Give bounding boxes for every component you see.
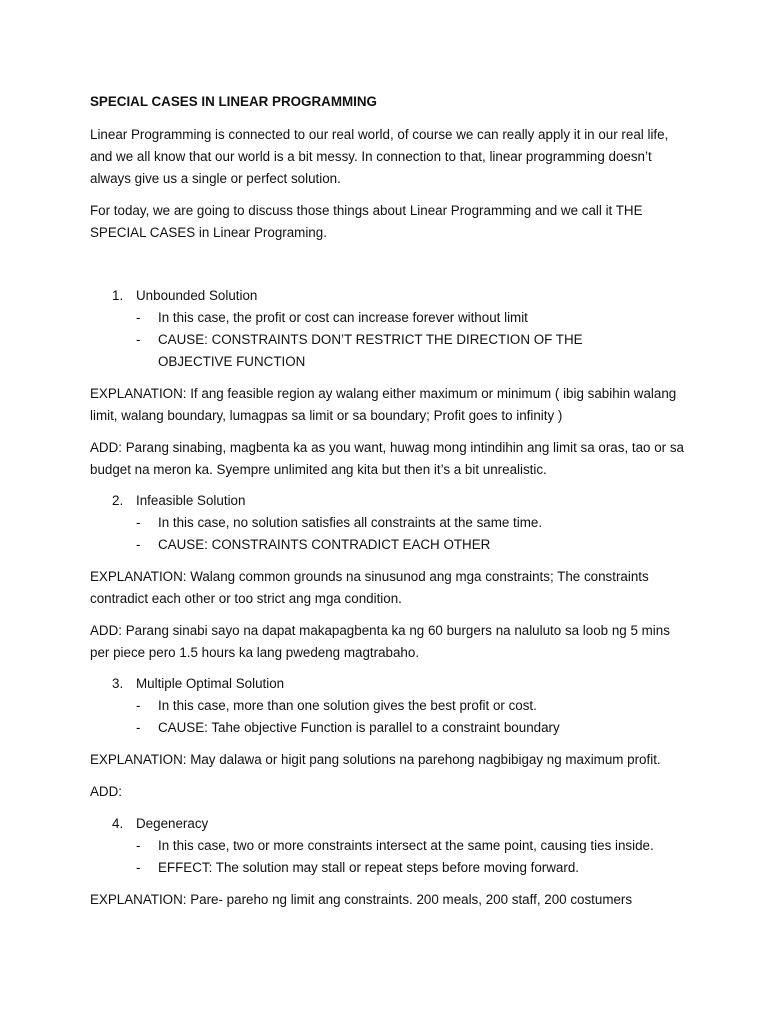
list-number: 2.: [112, 493, 124, 508]
bullet-marker: -: [136, 860, 141, 875]
bullet-text: In this case, the profit or cost can increase forever without limit: [158, 310, 528, 325]
list-number: 1.: [112, 288, 124, 303]
bullet-marker: -: [136, 332, 141, 347]
intro-paragraph-2: For today, we are going to discuss those things about Linear Programming and we call it THE SPECIAL CASES in Linear Programing.: [90, 203, 643, 240]
list-heading: Multiple Optimal Solution: [136, 676, 285, 691]
bullet-marker: -: [136, 838, 141, 853]
bullet-text: CAUSE: CONSTRAINTS DON’T RESTRICT THE DIRECTION OF THE OBJECTIVE FUNCTION: [158, 332, 583, 369]
intro-paragraph-1: Linear Programming is connected to our real world, of course we can really apply it in our real life, and we all know that our world is a bit messy. In connection to that, linear programming doesn’t always give us a single or perfect solution.: [90, 127, 669, 186]
document-title: SPECIAL CASES IN LINEAR PROGRAMMING: [90, 94, 377, 109]
list-number: 3.: [112, 676, 124, 691]
explanation-paragraph: EXPLANATION: Walang common grounds na sinusunod ang mga constraints; The constraints contradict each other or too strict ang mga condition.: [90, 569, 649, 606]
bullet-text: CAUSE: Tahe objective Function is parallel to a constraint boundary: [158, 720, 560, 735]
list-heading: Unbounded Solution: [136, 288, 258, 303]
list-heading: Infeasible Solution: [136, 493, 246, 508]
add-paragraph: ADD: Parang sinabing, magbenta ka as you want, huwag mong intindihin ang limit sa oras, tao or sa budget na meron ka. Syempre unlimited ang kita but then it’s a bit unrealistic.: [90, 440, 684, 477]
add-paragraph: ADD: Parang sinabi sayo na dapat makapagbenta ka ng 60 burgers na naluluto sa loob ng 5 mins per piece pero 1.5 hours ka lang pwedeng magtrabaho.: [90, 623, 670, 660]
bullet-marker: -: [136, 537, 141, 552]
list-number: 4.: [112, 816, 124, 831]
bullet-text: EFFECT: The solution may stall or repeat steps before moving forward.: [158, 860, 579, 875]
list-heading: Degeneracy: [136, 816, 209, 831]
add-paragraph: ADD:: [90, 784, 122, 799]
bullet-text: CAUSE: CONSTRAINTS CONTRADICT EACH OTHER: [158, 537, 491, 552]
explanation-paragraph: EXPLANATION: If ang feasible region ay walang either maximum or minimum ( ibig sabihin walang limit, walang boundary, lumagpas sa limit or sa boundary; Profit goes to infinity ): [90, 386, 677, 423]
bullet-text: In this case, more than one solution gives the best profit or cost.: [158, 698, 537, 713]
bullet-text: In this case, two or more constraints intersect at the same point, causing ties inside.: [158, 838, 654, 853]
explanation-paragraph: EXPLANATION: May dalawa or higit pang solutions na parehong nagbibigay ng maximum profit.: [90, 752, 661, 767]
bullet-text: In this case, no solution satisfies all constraints at the same time.: [158, 515, 543, 530]
bullet-marker: -: [136, 515, 141, 530]
bullet-marker: -: [136, 698, 141, 713]
explanation-paragraph: EXPLANATION: Pare- pareho ng limit ang constraints. 200 meals, 200 staff, 200 costumers: [90, 892, 633, 907]
bullet-marker: -: [136, 310, 141, 325]
bullet-marker: -: [136, 720, 141, 735]
